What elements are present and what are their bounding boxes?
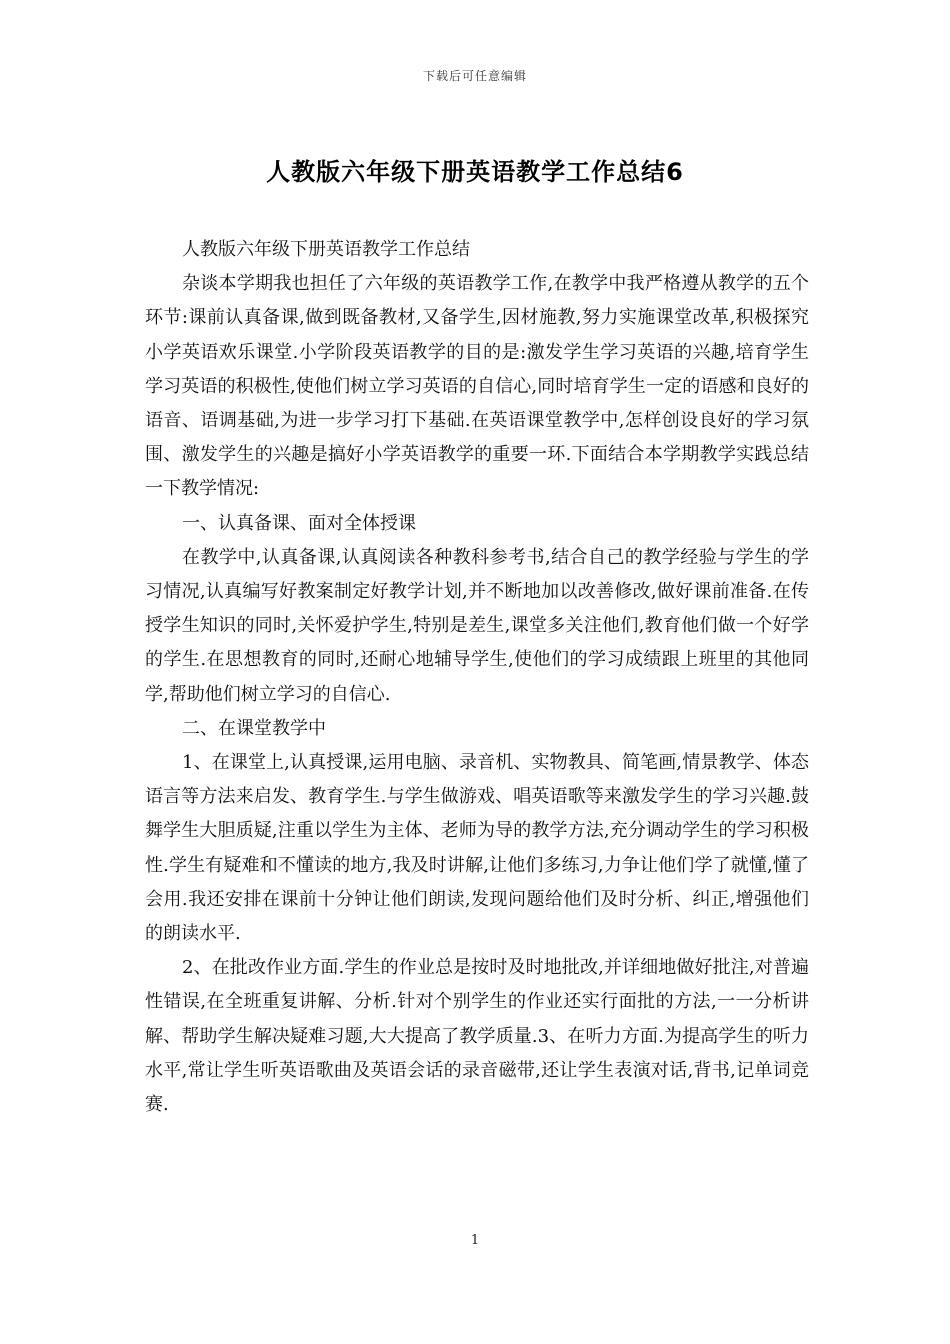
section-2-item-2-paragraph: 2、在批改作业方面.学生的作业总是按时及时地批改,并详细地做好批注,对普遍性错误,在全班重复讲解、分析.针对个别学生的作业还实行面批的方法,一一分析讲解、帮助学生解决疑难习题,大大提高了教学质量.3、在听力方面.为提高学生的听力水平,常让学生听英语歌曲及英语会话的录音磁带,还让学生表演对话,背书,记单词竞赛. xyxy=(145,957,809,1116)
header-note: 下载后可任意编辑 xyxy=(422,69,527,83)
section-heading-1: 一、认真备课、面对全体授课 xyxy=(182,512,416,534)
intro-paragraph: 杂谈本学期我也担任了六年级的英语教学工作,在教学中我严格遵从教学的五个环节:课前认真备课,做到既备教材,又备学生,因材施教,努力实施课堂改革,积极探究小学英语欢乐课堂.小学阶段英语教学的目的是:激发学生学习英语的兴趣,培育学生学习英语的积极性,使他们树立学习英语的自信心,同时培育学生一定的语感和良好的语音、语调基础,为进一步学习打下基础.在英语课堂教学中,怎样创设良好的学习氛围、激发学生的兴趣是搞好小学英语教学的重要一环.下面结合本学期教学实践总结一下教学情况: xyxy=(145,273,809,500)
section-heading-2: 二、在课堂教学中 xyxy=(182,717,326,739)
subtitle-paragraph: 人教版六年级下册英语教学工作总结 xyxy=(182,239,470,260)
document-title: 人教版六年级下册英语教学工作总结6 xyxy=(266,158,684,186)
page-number: 1 xyxy=(470,1233,480,1248)
document-body xyxy=(145,233,809,1122)
section-2-item-1-paragraph: 1、在课堂上,认真授课,运用电脑、录音机、实物教具、简笔画,情景教学、体态语言等方法来启发、教育学生.与学生做游戏、唱英语歌等来激发学生的学习兴趣.鼓舞学生大胆质疑,注重以学生为主体、老师为导的教学方法,充分调动学生的学习积极性.学生有疑难和不懂读的地方,我及时讲解,让他们多练习,力争让他们学了就懂,懂了会用.我还安排在课前十分钟让他们朗读,发现问题给他们及时分析、纠正,增强他们的朗读水平. xyxy=(145,752,809,945)
section-1-paragraph: 在教学中,认真备课,认真阅读各种教科参考书,结合自己的教学经验与学生的学习情况,认真编写好教案制定好教学计划,并不断地加以改善修改,做好课前准备.在传授学生知识的同时,关怀爱护学生,特别是差生,课堂多关注他们,教育他们做一个好学的学生.在思想教育的同时,还耐心地辅导学生,使他们的学习成绩跟上班里的其他同学,帮助他们树立学习的自信心. xyxy=(145,546,809,705)
